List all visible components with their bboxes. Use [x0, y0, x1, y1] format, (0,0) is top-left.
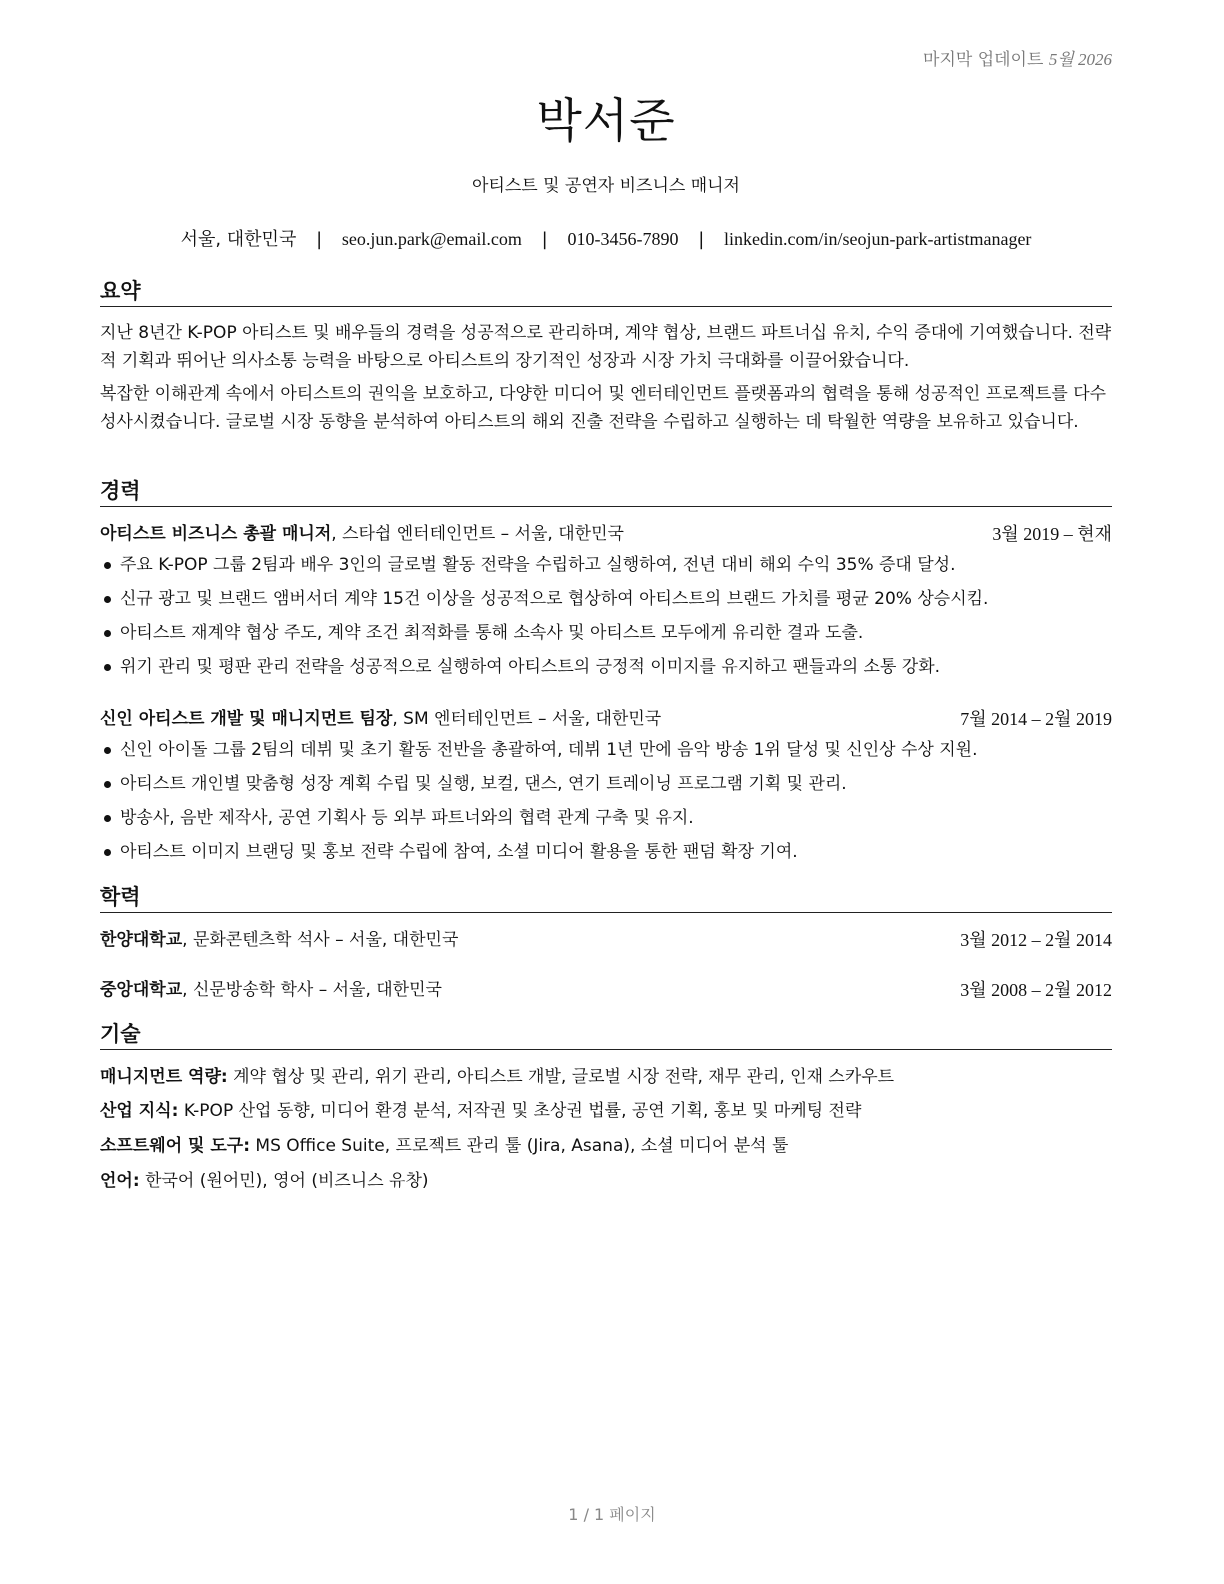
skill-value: 한국어 (원어민), 영어 (비즈니스 유창) [145, 1171, 429, 1191]
education-item: 한양대학교, 문화콘텐츠학 석사 – 서울, 대한민국 3월 2012 – 2월 2014 [100, 930, 1112, 950]
job-header: 아티스트 비즈니스 총괄 매니저, 스타쉽 엔터테인먼트 – 서울, 대한민국 3월 2019 – 현재 [100, 524, 1112, 544]
contact-email[interactable]: seo.jun.park@email.com [341, 229, 522, 249]
list-item: 아티스트 재계약 협상 주도, 계약 조건 최적화를 통해 소속사 및 아티스트 모두에게 유리한 결과 도출. [100, 616, 1112, 650]
job-role: 아티스트 비즈니스 총괄 매니저 [100, 524, 332, 544]
contact-separator: | [698, 229, 705, 250]
job-company: 스타쉽 엔터테인먼트 – 서울, 대한민국 [342, 524, 624, 544]
skill-row [100, 1134, 1112, 1158]
skill-value: K-POP 산업 동향, 미디어 환경 분석, 저작권 및 초상권 법률, 공연 기획, 홍보 및 마케팅 전략 [183, 1101, 862, 1121]
job-dates: 3월 2019 – 현재 [992, 524, 1112, 544]
summary-paragraph-2: 복잡한 이해관계 속에서 아티스트의 권익을 보호하고, 다양한 미디어 및 엔터테인먼트 플랫폼과의 협력을 통해 성공적인 프로젝트를 다수 성사시켰습니다. 글로벌 시장 동향을 분석하여 아티스트의 해외 진출 전략을 수립하고 실행하는 데 탁월한 역량을 보유하고 있습니다. [100, 384, 1107, 432]
section-title-summary: 요약 [100, 278, 1112, 307]
job-header: 신인 아티스트 개발 및 매니지먼트 팀장, SM 엔터테인먼트 – 서울, 대한민국 7월 2014 – 2월 2019 [100, 709, 1112, 729]
contact-line [100, 225, 1112, 251]
contact-separator: | [541, 229, 548, 250]
section-title-experience: 경력 [100, 478, 1112, 507]
contact-phone: 010-3456-7890 [567, 229, 679, 249]
job-dates: 7월 2014 – 2월 2019 [960, 709, 1112, 729]
list-item: 아티스트 이미지 브랜딩 및 홍보 전략 수립에 참여, 소셜 미디어 활용을 통한 팬덤 확장 기여. [100, 835, 1112, 869]
skill-value: 계약 협상 및 관리, 위기 관리, 아티스트 개발, 글로벌 시장 전략, 재무 관리, 인재 스카우트 [233, 1067, 895, 1087]
education-detail: 신문방송학 학사 – 서울, 대한민국 [192, 980, 442, 1000]
last-updated-label: 마지막 업데이트 [923, 50, 1044, 70]
page-indicator: 1 / 1 페이지 [568, 1505, 656, 1524]
education-school: 한양대학교 [100, 930, 183, 950]
contact-linkedin[interactable]: linkedin.com/in/seojun-park-artistmanager [724, 229, 1032, 249]
candidate-headline: 아티스트 및 공연자 비즈니스 매니저 [472, 176, 740, 196]
list-item: 신인 아이돌 그룹 2팀의 데뷔 및 초기 활동 전반을 총괄하여, 데뷔 1년 만에 음악 방송 1위 달성 및 신인상 수상 지원. [100, 733, 1112, 767]
job-bullets [100, 548, 1112, 684]
list-item: 아티스트 개인별 맞춤형 성장 계획 수립 및 실행, 보컬, 댄스, 연기 트레이닝 프로그램 기획 및 관리. [100, 767, 1112, 801]
contact-location: 서울, 대한민국 [180, 229, 297, 250]
job-company: SM 엔터테인먼트 – 서울, 대한민국 [403, 709, 662, 729]
skill-value: MS Office Suite, 프로젝트 관리 툴 (Jira, Asana), 소셜 미디어 분석 툴 [255, 1136, 789, 1156]
education-dates: 3월 2012 – 2월 2014 [960, 930, 1112, 950]
skill-row [100, 1169, 1112, 1193]
last-updated [923, 45, 1112, 70]
list-item: 위기 관리 및 평판 관리 전략을 성공적으로 실행하여 아티스트의 긍정적 이미지를 유지하고 팬들과의 소통 강화. [100, 650, 1112, 684]
education-school: 중앙대학교 [100, 980, 183, 1000]
skill-label: 소프트웨어 및 도구: [100, 1136, 251, 1156]
job-bullets [100, 733, 1112, 869]
skill-label: 산업 지식: [100, 1101, 179, 1121]
list-item: 신규 광고 및 브랜드 앰버서더 계약 15건 이상을 성공적으로 협상하여 아티스트의 브랜드 가치를 평균 20% 상승시킴. [100, 582, 1112, 616]
list-item: 주요 K-POP 그룹 2팀과 배우 3인의 글로벌 활동 전략을 수립하고 실행하여, 전년 대비 해외 수익 35% 증대 달성. [100, 548, 1112, 582]
section-title-education: 학력 [100, 884, 1112, 913]
skill-row [100, 1099, 1112, 1123]
job-role: 신인 아티스트 개발 및 매니지먼트 팀장 [100, 709, 393, 729]
skill-row [100, 1065, 1112, 1089]
skill-label: 언어: [100, 1171, 140, 1191]
list-item: 방송사, 음반 제작사, 공연 기획사 등 외부 파트너와의 협력 관계 구축 및 유지. [100, 801, 1112, 835]
summary-paragraph-1: 지난 8년간 K-POP 아티스트 및 배우들의 경력을 성공적으로 관리하며, 계약 협상, 브랜드 파트너십 유치, 수익 증대에 기여했습니다. 전략적 기획과 뛰어난 의사소통 능력을 바탕으로 아티스트의 장기적인 성장과 시장 가치 극대화를 이끌어왔습니다. [100, 323, 1112, 371]
candidate-name: 박서준 [536, 94, 676, 149]
last-updated-date: 5월 2026 [1048, 50, 1112, 69]
education-detail: 문화콘텐츠학 석사 – 서울, 대한민국 [192, 930, 459, 950]
education-dates: 3월 2008 – 2월 2012 [960, 980, 1112, 1000]
skill-label: 매니지먼트 역량: [100, 1067, 228, 1087]
contact-separator: | [316, 229, 323, 250]
education-item: 중앙대학교, 신문방송학 학사 – 서울, 대한민국 3월 2008 – 2월 2012 [100, 980, 1112, 1000]
section-title-skills: 기술 [100, 1021, 1112, 1050]
